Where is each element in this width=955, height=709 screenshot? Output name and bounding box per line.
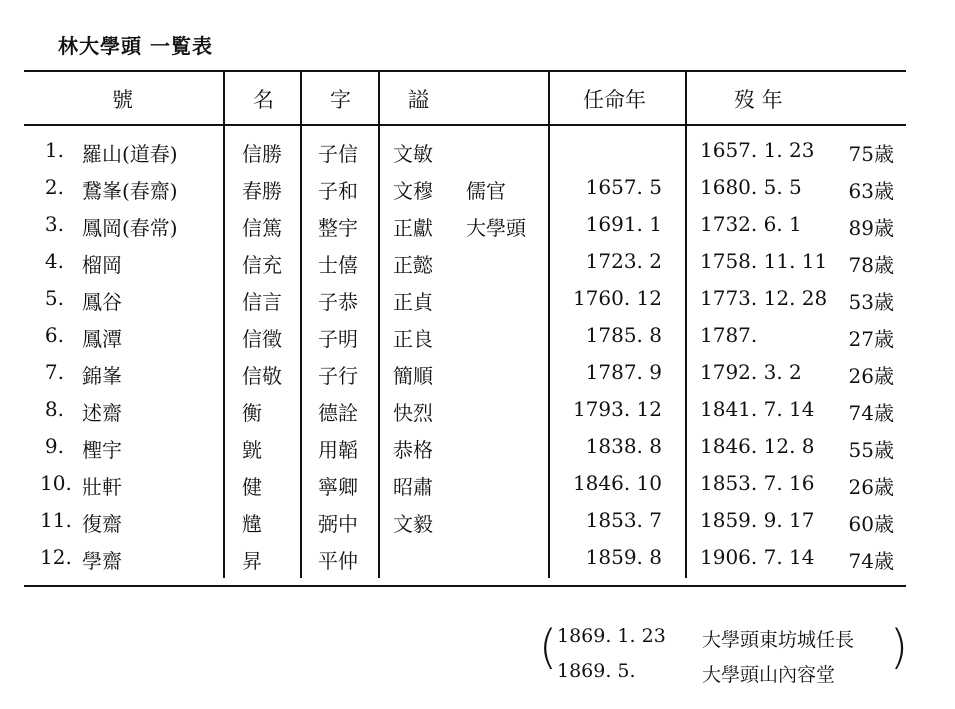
row-number: 3. xyxy=(44,212,64,236)
death-date: 1773. 12. 28 xyxy=(700,286,828,310)
row-number: 5. xyxy=(44,286,64,310)
appointment-date: 1838. 8 xyxy=(585,434,662,458)
given-name: 信敬 xyxy=(242,364,282,388)
posthumous-name: 正貞 xyxy=(393,290,433,314)
posthumous-name: 快烈 xyxy=(393,401,433,425)
age-at-death: 53歳 xyxy=(848,290,894,314)
courtesy-name: 平仲 xyxy=(318,549,358,573)
death-date: 1657. 1. 23 xyxy=(700,138,815,162)
row-number: 1. xyxy=(44,138,64,162)
courtesy-name: 寧卿 xyxy=(318,475,358,499)
age-at-death: 26歳 xyxy=(848,364,894,388)
scholar-name: 述齋 xyxy=(82,401,122,425)
courtesy-name: 子和 xyxy=(318,179,358,203)
death-date: 1853. 7. 16 xyxy=(700,471,815,495)
given-name: 韑 xyxy=(242,512,262,536)
posthumous-name: 昭肅 xyxy=(393,475,433,499)
scholar-name: 復齋 xyxy=(82,512,122,536)
scholar-name: 壯軒 xyxy=(82,475,122,499)
row-number: 2. xyxy=(44,175,64,199)
appointment-date: 1760. 12 xyxy=(572,286,662,310)
age-at-death: 75歳 xyxy=(848,142,894,166)
given-name: 信勝 xyxy=(242,142,282,166)
table-row xyxy=(0,360,955,397)
appointment-date: 1787. 9 xyxy=(585,360,662,384)
appointment-date: 1846. 10 xyxy=(572,471,662,495)
courtesy-name: 子明 xyxy=(318,327,358,351)
row-number: 12. xyxy=(40,545,72,569)
right-bracket: ) xyxy=(890,620,908,674)
table-row xyxy=(0,286,955,323)
left-bracket: ( xyxy=(539,620,557,674)
scholar-name: 鳳谷 xyxy=(82,290,122,314)
header-name: 名 xyxy=(253,88,274,112)
age-at-death: 63歳 xyxy=(848,179,894,203)
appointment-date: 1793. 12 xyxy=(572,397,662,421)
courtesy-name: 子信 xyxy=(318,142,358,166)
courtesy-name: 子行 xyxy=(318,364,358,388)
official-title: 大學頭 xyxy=(466,216,526,240)
table-bottom-rule xyxy=(24,585,906,587)
courtesy-name: 士僖 xyxy=(318,253,358,277)
row-number: 8. xyxy=(44,397,64,421)
given-name: 信言 xyxy=(242,290,282,314)
age-at-death: 78歳 xyxy=(848,253,894,277)
header-num: 號 xyxy=(112,88,133,112)
courtesy-name: 子恭 xyxy=(318,290,358,314)
given-name: 健 xyxy=(242,475,262,499)
table-row xyxy=(0,212,955,249)
header-appointed: 任命年 xyxy=(583,88,646,112)
table-row xyxy=(0,323,955,360)
death-date: 1859. 9. 17 xyxy=(700,508,815,532)
table-header-rule xyxy=(24,124,906,126)
death-date: 1680. 5. 5 xyxy=(700,175,802,199)
scholar-name: 學齋 xyxy=(82,549,122,573)
courtesy-name: 整宇 xyxy=(318,216,358,240)
death-date: 1841. 7. 14 xyxy=(700,397,815,421)
given-name: 信徵 xyxy=(242,327,282,351)
note-text: 大學頭山內容堂 xyxy=(702,664,836,686)
scholar-name: 榴岡 xyxy=(82,253,122,277)
posthumous-name: 恭格 xyxy=(393,438,433,462)
official-title: 儒官 xyxy=(466,179,506,203)
table-row xyxy=(0,434,955,471)
table-top-rule xyxy=(24,70,906,72)
given-name: 信充 xyxy=(242,253,282,277)
posthumous-name: 文穆 xyxy=(393,179,433,203)
note-date: 1869. 1. 23 xyxy=(557,625,666,647)
scholar-name: 鵞峯(春齋) xyxy=(82,179,178,203)
age-at-death: 55歳 xyxy=(848,438,894,462)
header-azana: 字 xyxy=(330,88,351,112)
death-date: 1792. 3. 2 xyxy=(700,360,802,384)
table-row xyxy=(0,249,955,286)
death-date: 1906. 7. 14 xyxy=(700,545,815,569)
note-text: 大學頭東坊城任長 xyxy=(702,629,855,651)
age-at-death: 27歳 xyxy=(848,327,894,351)
death-date: 1787. xyxy=(700,323,758,347)
scholar-name: 羅山(道春) xyxy=(82,142,178,166)
scholar-name: 檉宇 xyxy=(82,438,122,462)
posthumous-name: 文毅 xyxy=(393,512,433,536)
table-row xyxy=(0,545,955,582)
courtesy-name: 德詮 xyxy=(318,401,358,425)
header-okurina: 謚 xyxy=(408,88,429,112)
posthumous-name: 正獻 xyxy=(393,216,433,240)
given-name: 皝 xyxy=(242,438,262,462)
age-at-death: 74歳 xyxy=(848,549,894,573)
appointment-date: 1785. 8 xyxy=(585,323,662,347)
appointment-date: 1657. 5 xyxy=(585,175,662,199)
posthumous-name: 簡順 xyxy=(393,364,433,388)
appointment-date: 1853. 7 xyxy=(585,508,662,532)
given-name: 信篤 xyxy=(242,216,282,240)
age-at-death: 89歳 xyxy=(848,216,894,240)
age-at-death: 74歳 xyxy=(848,401,894,425)
table-row xyxy=(0,175,955,212)
row-number: 9. xyxy=(44,434,64,458)
table-row xyxy=(0,397,955,434)
row-number: 7. xyxy=(44,360,64,384)
row-number: 11. xyxy=(40,508,72,532)
scholar-name: 鳳潭 xyxy=(82,327,122,351)
given-name: 春勝 xyxy=(242,179,282,203)
row-number: 10. xyxy=(40,471,72,495)
appointment-date: 1691. 1 xyxy=(585,212,662,236)
header-death: 歿 年 xyxy=(734,88,783,112)
scholar-name: 錦峯 xyxy=(82,364,122,388)
given-name: 衡 xyxy=(242,401,262,425)
posthumous-name: 正良 xyxy=(393,327,433,351)
courtesy-name: 用韜 xyxy=(318,438,358,462)
death-date: 1732. 6. 1 xyxy=(700,212,802,236)
posthumous-name: 文敏 xyxy=(393,142,433,166)
table-row xyxy=(0,508,955,545)
table-row xyxy=(0,471,955,508)
age-at-death: 26歳 xyxy=(848,475,894,499)
scholar-name: 鳳岡(春常) xyxy=(82,216,178,240)
document-title: 林大學頭 一覧表 xyxy=(58,34,213,58)
posthumous-name: 正懿 xyxy=(393,253,433,277)
row-number: 6. xyxy=(44,323,64,347)
row-number: 4. xyxy=(44,249,64,273)
age-at-death: 60歳 xyxy=(848,512,894,536)
death-date: 1846. 12. 8 xyxy=(700,434,815,458)
courtesy-name: 弼中 xyxy=(318,512,358,536)
note-date: 1869. 5. xyxy=(557,660,636,682)
death-date: 1758. 11. 11 xyxy=(700,249,828,273)
appointment-date: 1859. 8 xyxy=(585,545,662,569)
appointment-date: 1723. 2 xyxy=(585,249,662,273)
table-row xyxy=(0,138,955,175)
given-name: 昇 xyxy=(242,549,262,573)
